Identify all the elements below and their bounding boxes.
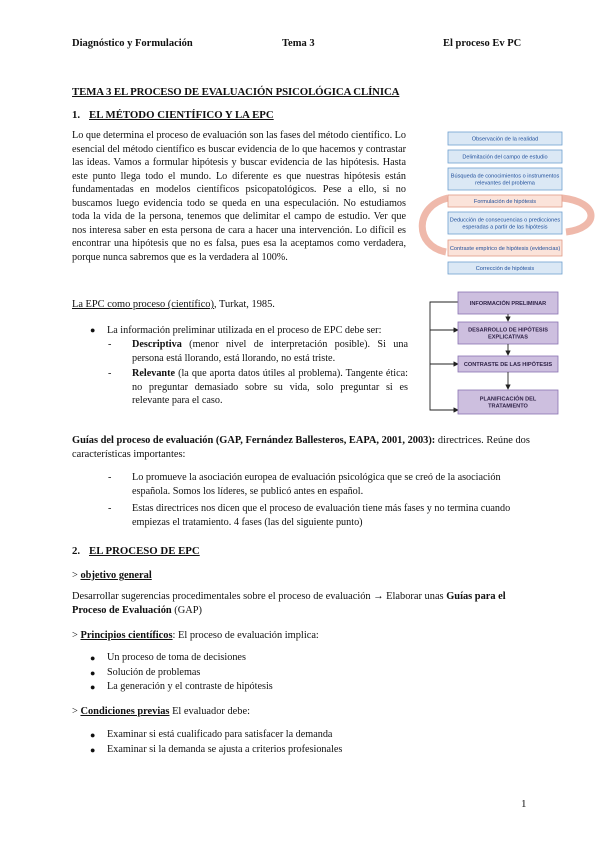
list-item: ● Examinar si la demanda se ajusta a criterios profesionales [90, 743, 510, 758]
epc-reference-title: La EPC como proceso (científico) [72, 299, 214, 310]
diagram-box-label: Deducción de consecuencias o predicciones [449, 217, 561, 224]
bullet-icon: ● [90, 744, 96, 755]
feedback-arrow-right [562, 198, 591, 232]
diagram-box-label: Búsqueda de conocimientos o instrumentos [450, 173, 560, 180]
header-course: Diagnóstico y Formulación [72, 38, 193, 49]
objetivo-text: Desarrollar sugerencias procedimentales sobre el proceso de evaluación → Elaborar unas Guías para el Proceso de Evaluación (GAP) [72, 591, 506, 616]
header-subject: El proceso Ev PC [443, 38, 522, 49]
diagram-box-label: CONTRASTE DE LAS HIPÓTESIS [463, 361, 553, 368]
sub-item-label: Descriptiva [132, 339, 182, 350]
epc-sub-item-relevante [108, 367, 408, 408]
section-1-title: EL MÉTODO CIENTÍFICO Y LA EPC [89, 109, 274, 121]
diagram-box-label: DESARROLLO DE HIPÓTESIS [468, 327, 548, 334]
sub-item-text: (la que aporta datos útiles al problema). Tangente ética: no preguntar demasiado sobre su vida, solo preguntar si es relevante para el caso. [132, 368, 408, 406]
guias-text: directrices. Reúne dos características importantes: [72, 435, 530, 460]
condiciones-label: Condiciones previas [80, 706, 170, 717]
principios-heading: > Principios científicos: El proceso de evaluación implica: [72, 630, 319, 641]
bullet-icon: ● [90, 667, 96, 678]
section-1-heading [72, 109, 274, 121]
diagram-box-label: Observación de la realidad [471, 136, 539, 143]
epc-reference [72, 299, 275, 310]
dash-icon: - [108, 472, 112, 483]
bullet-icon: ● [90, 682, 96, 692]
objetivo-heading: > objetivo general [72, 570, 152, 581]
epc-process-diagram [422, 290, 562, 418]
dash-icon: - [108, 368, 112, 379]
loop-connector [430, 302, 458, 410]
sub-item-label: Relevante [132, 368, 175, 379]
diagram-box-label: Contraste empírico de hipótesis (evidencias) [449, 245, 561, 252]
condiciones-list [90, 728, 510, 757]
document-title: TEMA 3 EL PROCESO DE EVALUACIÓN PSICOLÓGICA CLÍNICA [72, 86, 400, 98]
diagram-box-label: esperadas a partir de las hipótesis [462, 224, 548, 231]
feedback-arrow-left [422, 198, 448, 252]
list-item: ● La generación y el contraste de hipótesis [90, 680, 510, 695]
diagram-box-label: relevantes del problema [475, 180, 535, 187]
diagram-box-label: TRATAMIENTO [488, 403, 528, 410]
header-topic: Tema 3 [282, 38, 315, 49]
objetivo-label: objetivo general [80, 570, 152, 581]
bullet-icon: ● [90, 730, 96, 740]
bullet-icon: ● [90, 325, 96, 335]
section-2-heading [72, 545, 200, 557]
guias-paragraph [72, 434, 532, 462]
guias-item: - Estas directrices nos dicen que el proceso de evaluación tiene más fases y no termina cuando empiezas el tratamiento. 4 fases (las del siguiente punto) [108, 503, 511, 528]
diagram-box-label: PLANIFICACIÓN DEL [479, 396, 537, 403]
list-item: ● Examinar si está cualificado para satisfacer la demanda [90, 728, 510, 743]
epc-bullet-text: La información preliminar utilizada en el proceso de EPC debe ser: [107, 325, 382, 336]
guias-item: - Lo promueve la asociación europea de evaluación psicológica que se creó de la asociación española. Somos los líderes, se publicó antes en español. [108, 472, 501, 497]
bullet-icon: ● [90, 653, 96, 663]
scientific-method-diagram [412, 128, 599, 286]
page-number: 1 [521, 798, 527, 810]
epc-sub-item-descriptiva [108, 338, 408, 365]
principios-list [90, 651, 510, 695]
diagram-box-label: EXPLICATIVAS [488, 334, 528, 341]
diagram-box-label: Formulación de hipótesis [473, 198, 537, 205]
epc-bullet [90, 324, 408, 338]
guias-title: Guías del proceso de evaluación (GAP, Fernández Ballesteros, EAPA, 2001, 2003): [72, 435, 436, 446]
list-item: ● Un proceso de toma de decisiones [90, 651, 510, 666]
condiciones-heading: > Condiciones previas El evaluador debe: [72, 706, 250, 717]
diagram-box-label: Corrección de hipótesis [475, 265, 535, 272]
epc-reference-author: , Turkat, 1985. [213, 299, 275, 310]
principios-label: Principios científicos [80, 630, 173, 641]
section-2-number: 2. [72, 545, 81, 557]
dash-icon: - [108, 503, 112, 514]
section-1-number: 1. [72, 109, 81, 121]
diagram-box-label: Delimitación del campo de estudio [462, 154, 548, 161]
dash-icon: - [108, 339, 112, 350]
sub-item-text: (menor nivel de interpretación posible). Si una persona está llorando, está llorando, no está triste. [132, 339, 408, 364]
intro-paragraph: Lo que determina el proceso de evaluación son las fases del método científico. Lo esencial del método científico es buscar evidencia de lo que hacemos y contrastar las ideas. Vamos a formular hipótesis y buscar evidencia de las hipótesis. Hasta este punto llega todo el mundo. Lo diferente es que nuestras hipótesis están fundamentadas en modelos científicos psicopatológicos. Pese a ello, si no buscamos luego evidencia todo se queda en una especulación. No estudiamos toda la vida de la persona, tenemos que delimitar el campo de estudio. Ver que nos interesa saber en esta persona de cara a hacer una intervención. Lo difícil es encontrar una hipótesis que no es falsa, pues esa la aceptamos como verdadera, porque nunca sabremos que es la verdadera al 100%. [72, 130, 406, 263]
section-2-title: EL PROCESO DE EPC [89, 545, 200, 557]
diagram-box-label: INFORMACIÓN PRELIMINAR [469, 300, 547, 307]
list-item: ● Solución de problemas [90, 666, 510, 681]
